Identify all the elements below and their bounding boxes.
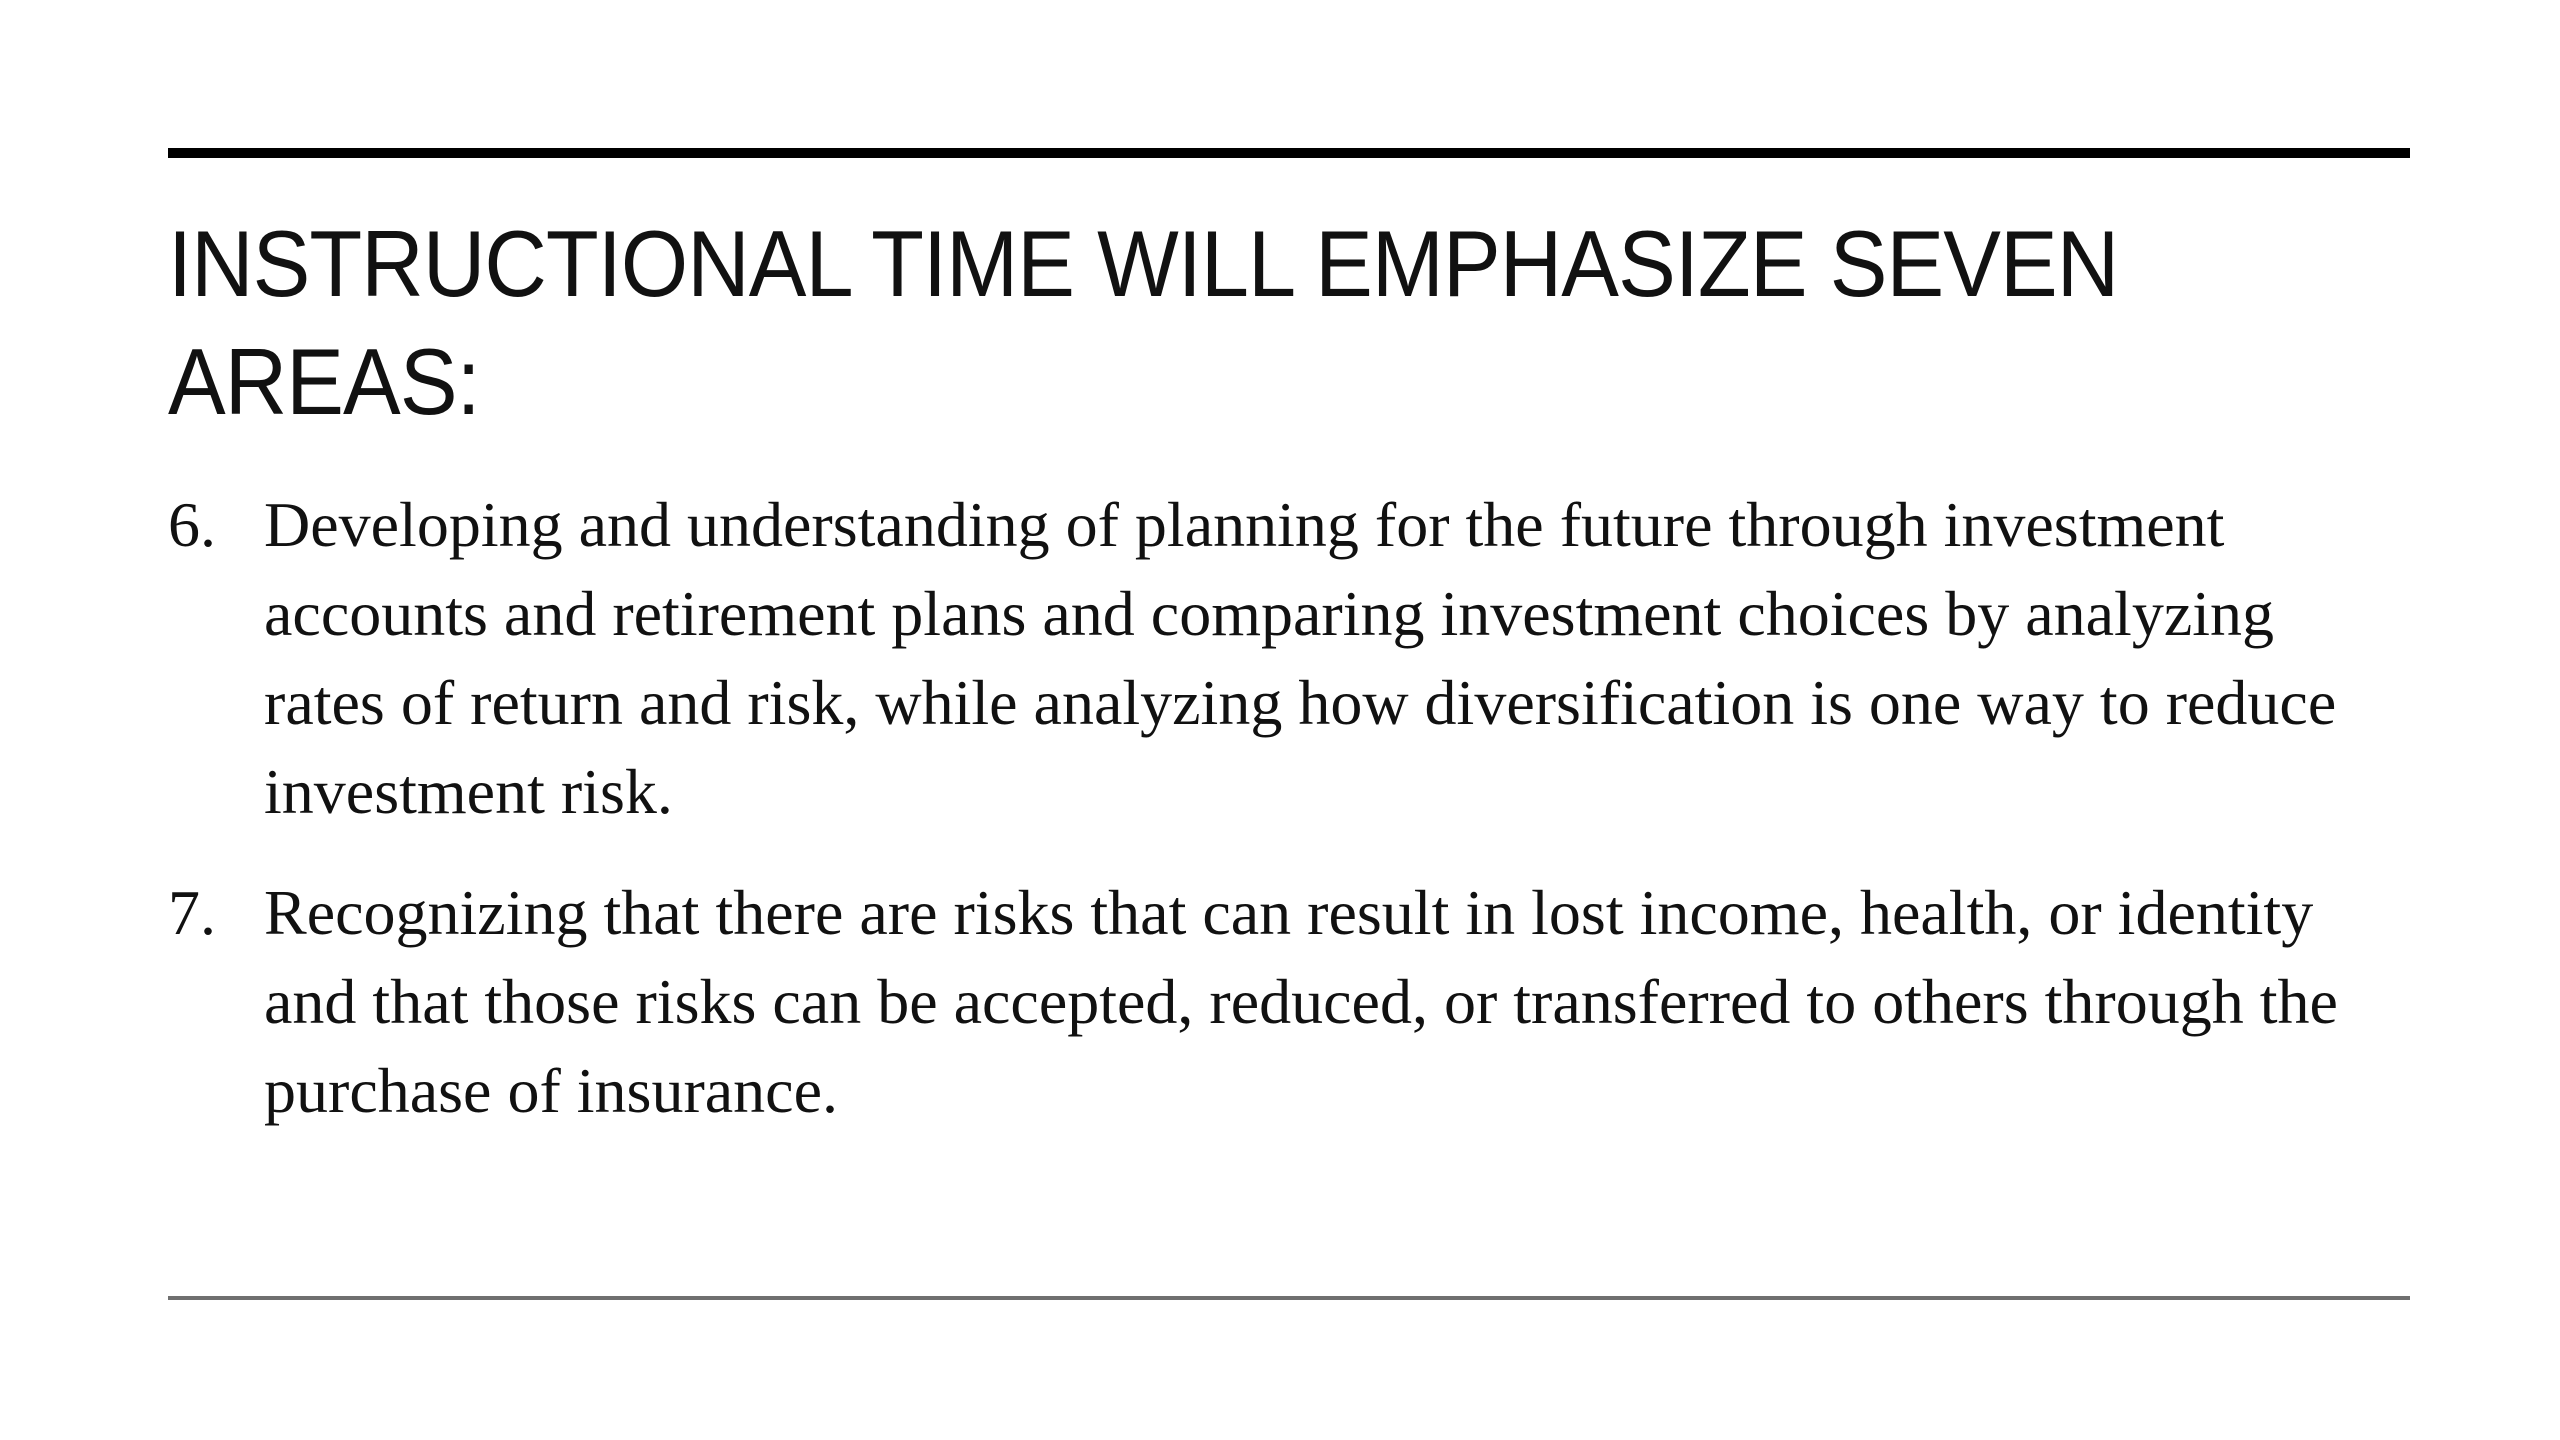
slide-title-line-1: INSTRUCTIONAL TIME WILL EMPHASIZE SEVEN: [168, 211, 2119, 316]
list-item-text: Recognizing that there are risks that can result in lost income, health, or identity and that those risks can be accepted, reduced, or transferred to others through the purchase of insurance.: [264, 877, 2338, 1126]
bottom-divider: [168, 1296, 2410, 1300]
list-item: [168, 480, 2368, 836]
list-item: [168, 868, 2368, 1135]
list-item-number: 7.: [168, 877, 216, 948]
slide-title-line-2: AREAS:: [168, 329, 480, 434]
emphasis-areas-list: [168, 480, 2368, 1167]
slide-title: [168, 205, 2192, 441]
list-item-text: Developing and understanding of planning for the future through investment accounts and retirement plans and comparing investment choices by analyzing rates of return and risk, while analyzing how diversification is one way to reduce investment risk.: [264, 489, 2337, 827]
list-item-number: 6.: [168, 489, 216, 560]
top-divider: [168, 148, 2410, 158]
